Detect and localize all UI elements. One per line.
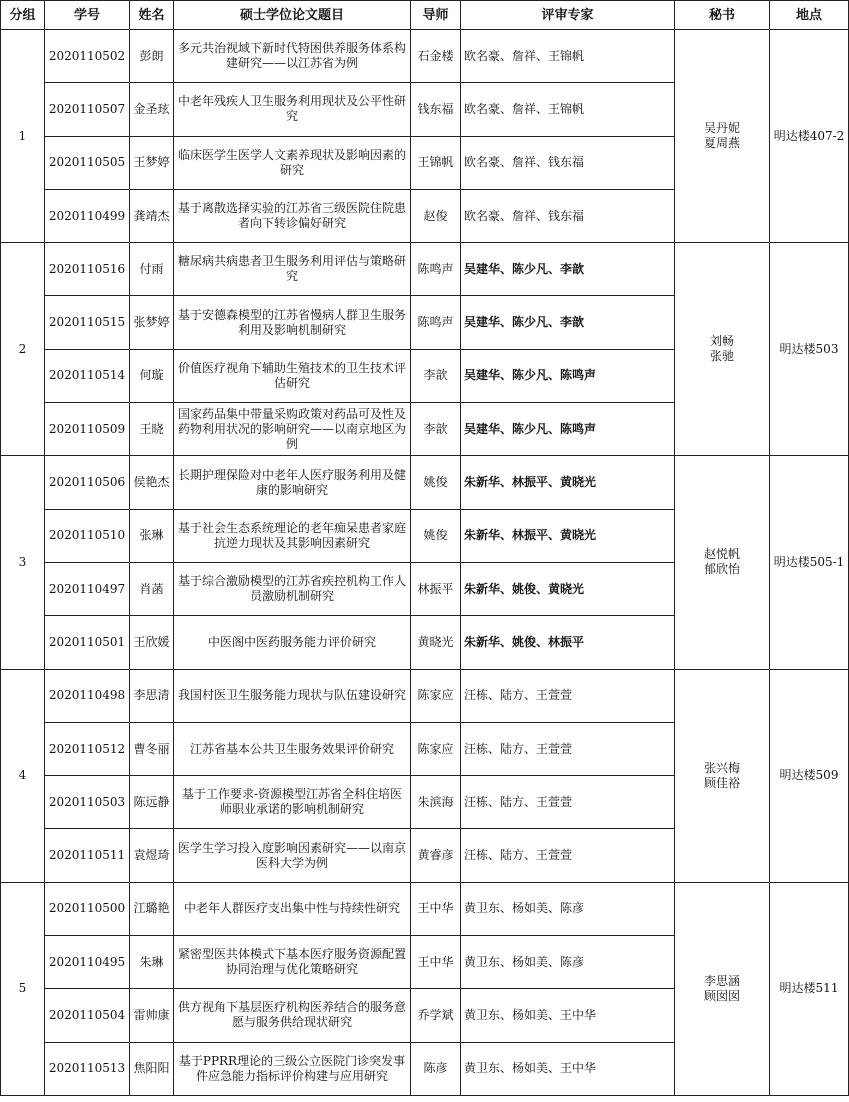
student-id: 2020110511 bbox=[45, 829, 130, 882]
review-experts: 吴建华、陈少凡、李歆 bbox=[461, 296, 675, 349]
thesis-title: 价值医疗视角下辅助生殖技术的卫生技术评估研究 bbox=[174, 349, 411, 402]
group-number: 3 bbox=[1, 456, 45, 669]
group-number: 2 bbox=[1, 243, 45, 456]
thesis-title: 临床医学生医学人文素养现状及影响因素的研究 bbox=[174, 136, 411, 189]
advisor-name: 陈家应 bbox=[411, 722, 461, 775]
thesis-title: 中老年残疾人卫生服务利用现状及公平性研究 bbox=[174, 83, 411, 136]
advisor-name: 姚俊 bbox=[411, 456, 461, 509]
thesis-title: 江苏省基本公共卫生服务效果评价研究 bbox=[174, 722, 411, 775]
review-experts: 黄卫东、杨如美、王中华 bbox=[461, 1042, 675, 1095]
advisor-name: 林振平 bbox=[411, 562, 461, 615]
student-id: 2020110503 bbox=[45, 776, 130, 829]
student-name: 朱琳 bbox=[130, 936, 174, 989]
review-experts: 朱新华、姚俊、黄晓光 bbox=[461, 562, 675, 615]
thesis-title: 国家药品集中带量采购政策对药品可及性及药物利用状况的影响研究——以南京地区为例 bbox=[174, 403, 411, 456]
thesis-title: 多元共治视域下新时代特困供养服务体系构建研究——以江苏省为例 bbox=[174, 30, 411, 83]
student-name: 张梦婷 bbox=[130, 296, 174, 349]
student-id: 2020110499 bbox=[45, 189, 130, 242]
advisor-name: 石金楼 bbox=[411, 30, 461, 83]
advisor-name: 黄晓光 bbox=[411, 616, 461, 669]
review-experts: 汪栋、陆方、王萱萱 bbox=[461, 829, 675, 882]
advisor-name: 黄睿彦 bbox=[411, 829, 461, 882]
advisor-name: 陈家应 bbox=[411, 669, 461, 722]
student-name: 袁煜琦 bbox=[130, 829, 174, 882]
student-name: 焦阳阳 bbox=[130, 1042, 174, 1095]
group-number: 5 bbox=[1, 882, 45, 1095]
student-id: 2020110498 bbox=[45, 669, 130, 722]
location-cell: 明达楼509 bbox=[770, 669, 849, 882]
review-experts: 欧名豪、詹祥、钱东福 bbox=[461, 189, 675, 242]
student-id: 2020110516 bbox=[45, 243, 130, 296]
thesis-title: 供方视角下基层医疗机构医养结合的服务意愿与服务供给现状研究 bbox=[174, 989, 411, 1042]
review-experts: 欧名豪、詹祥、王锦帆 bbox=[461, 83, 675, 136]
thesis-title: 紧密型医共体模式下基本医疗服务资源配置协同治理与优化策略研究 bbox=[174, 936, 411, 989]
review-experts: 吴建华、陈少凡、李歆 bbox=[461, 243, 675, 296]
student-id: 2020110501 bbox=[45, 616, 130, 669]
secretary-name: 李思涵 bbox=[703, 973, 740, 988]
review-experts: 汪栋、陆方、王萱萱 bbox=[461, 669, 675, 722]
advisor-name: 朱滨海 bbox=[411, 776, 461, 829]
header-student-id: 学号 bbox=[45, 1, 130, 30]
location-cell: 明达楼505-1 bbox=[770, 456, 849, 669]
secretary-name: 夏周燕 bbox=[703, 136, 740, 151]
student-name: 付雨 bbox=[130, 243, 174, 296]
group-number: 1 bbox=[1, 30, 45, 243]
location-cell: 明达楼503 bbox=[770, 243, 849, 456]
review-experts: 汪栋、陆方、王萱萱 bbox=[461, 722, 675, 775]
thesis-title: 基于PPRR理论的三级公立医院门诊突发事件应急能力指标评价构建与应用研究 bbox=[174, 1042, 411, 1095]
secretary-name: 郁欣怡 bbox=[703, 562, 740, 577]
student-id: 2020110495 bbox=[45, 936, 130, 989]
student-name: 何璇 bbox=[130, 349, 174, 402]
student-id: 2020110506 bbox=[45, 456, 130, 509]
student-name: 陈远静 bbox=[130, 776, 174, 829]
header-thesis-title: 硕士学位论文题目 bbox=[174, 1, 411, 30]
student-name: 李思清 bbox=[130, 669, 174, 722]
thesis-title: 基于安德森模型的江苏省慢病人群卫生服务利用及影响机制研究 bbox=[174, 296, 411, 349]
advisor-name: 赵俊 bbox=[411, 189, 461, 242]
student-id: 2020110507 bbox=[45, 83, 130, 136]
review-experts: 吴建华、陈少凡、陈鸣声 bbox=[461, 349, 675, 402]
review-experts: 朱新华、林振平、黄晓光 bbox=[461, 456, 675, 509]
header-secretary: 秘书 bbox=[675, 1, 770, 30]
advisor-name: 陈彦 bbox=[411, 1042, 461, 1095]
secretary-name: 刘畅 bbox=[709, 334, 734, 349]
review-experts: 欧名豪、詹祥、王锦帆 bbox=[461, 30, 675, 83]
advisor-name: 王中华 bbox=[411, 936, 461, 989]
secretary-cell bbox=[675, 669, 770, 882]
review-experts: 朱新华、林振平、黄晓光 bbox=[461, 509, 675, 562]
review-experts: 欧名豪、詹祥、钱东福 bbox=[461, 136, 675, 189]
table-body bbox=[1, 30, 849, 1096]
secretary-name: 顾囡囡 bbox=[703, 988, 740, 1003]
advisor-name: 陈鸣声 bbox=[411, 296, 461, 349]
student-name: 王欣媛 bbox=[130, 616, 174, 669]
table-row bbox=[1, 882, 849, 935]
student-name: 江璐艳 bbox=[130, 882, 174, 935]
secretary-cell bbox=[675, 456, 770, 669]
header-experts: 评审专家 bbox=[461, 1, 675, 30]
location-cell: 明达楼511 bbox=[770, 882, 849, 1095]
table-row bbox=[1, 243, 849, 296]
advisor-name: 李歆 bbox=[411, 349, 461, 402]
header-advisor: 导师 bbox=[411, 1, 461, 30]
header-row bbox=[1, 1, 849, 30]
table-row bbox=[1, 669, 849, 722]
thesis-title: 中老年人群医疗支出集中性与持续性研究 bbox=[174, 882, 411, 935]
secretary-name: 张兴梅 bbox=[703, 760, 740, 775]
thesis-title: 我国村医卫生服务能力现状与队伍建设研究 bbox=[174, 669, 411, 722]
student-id: 2020110505 bbox=[45, 136, 130, 189]
student-id: 2020110500 bbox=[45, 882, 130, 935]
secretary-name: 张驰 bbox=[709, 349, 734, 364]
student-id: 2020110512 bbox=[45, 722, 130, 775]
student-name: 彭朗 bbox=[130, 30, 174, 83]
student-name: 金圣玹 bbox=[130, 83, 174, 136]
secretary-name: 顾佳裕 bbox=[703, 775, 740, 790]
student-name: 王晓 bbox=[130, 403, 174, 456]
student-name: 肖菡 bbox=[130, 562, 174, 615]
student-id: 2020110497 bbox=[45, 562, 130, 615]
student-id: 2020110513 bbox=[45, 1042, 130, 1095]
secretary-name: 赵悦帆 bbox=[703, 547, 740, 562]
thesis-title: 长期护理保险对中老年人医疗服务利用及健康的影响研究 bbox=[174, 456, 411, 509]
advisor-name: 陈鸣声 bbox=[411, 243, 461, 296]
review-experts: 朱新华、姚俊、林振平 bbox=[461, 616, 675, 669]
student-id: 2020110502 bbox=[45, 30, 130, 83]
student-id: 2020110510 bbox=[45, 509, 130, 562]
secretary-cell bbox=[675, 882, 770, 1095]
advisor-name: 乔学斌 bbox=[411, 989, 461, 1042]
student-id: 2020110515 bbox=[45, 296, 130, 349]
thesis-title: 基于综合激励模型的江苏省疾控机构工作人员激励机制研究 bbox=[174, 562, 411, 615]
secretary-cell bbox=[675, 243, 770, 456]
review-experts: 黄卫东、杨如美、陈彦 bbox=[461, 936, 675, 989]
group-number: 4 bbox=[1, 669, 45, 882]
thesis-title: 基于离散选择实验的江苏省三级医院住院患者向下转诊偏好研究 bbox=[174, 189, 411, 242]
table-row bbox=[1, 30, 849, 83]
thesis-title: 基于社会生态系统理论的老年痴呆患者家庭抗逆力现状及其影响因素研究 bbox=[174, 509, 411, 562]
review-experts: 黄卫东、杨如美、陈彦 bbox=[461, 882, 675, 935]
advisor-name: 钱东福 bbox=[411, 83, 461, 136]
thesis-title: 医学生学习投入度影响因素研究——以南京医科大学为例 bbox=[174, 829, 411, 882]
secretary-name: 吴丹妮 bbox=[703, 121, 740, 136]
thesis-title: 基于工作要求-资源模型江苏省全科住培医师职业承诺的影响机制研究 bbox=[174, 776, 411, 829]
student-name: 张琳 bbox=[130, 509, 174, 562]
student-id: 2020110504 bbox=[45, 989, 130, 1042]
review-experts: 吴建华、陈少凡、陈鸣声 bbox=[461, 403, 675, 456]
header-name: 姓名 bbox=[130, 1, 174, 30]
advisor-name: 王中华 bbox=[411, 882, 461, 935]
student-name: 雷帅康 bbox=[130, 989, 174, 1042]
student-name: 侯艳杰 bbox=[130, 456, 174, 509]
header-location: 地点 bbox=[770, 1, 849, 30]
review-experts: 汪栋、陆方、王萱萱 bbox=[461, 776, 675, 829]
table-row bbox=[1, 456, 849, 509]
student-id: 2020110514 bbox=[45, 349, 130, 402]
header-group: 分组 bbox=[1, 1, 45, 30]
advisor-name: 王锦帆 bbox=[411, 136, 461, 189]
secretary-cell bbox=[675, 30, 770, 243]
location-cell: 明达楼407-2 bbox=[770, 30, 849, 243]
student-name: 曹冬丽 bbox=[130, 722, 174, 775]
student-name: 龚靖杰 bbox=[130, 189, 174, 242]
student-name: 王梦婷 bbox=[130, 136, 174, 189]
student-id: 2020110509 bbox=[45, 403, 130, 456]
review-experts: 黄卫东、杨如美、王中华 bbox=[461, 989, 675, 1042]
advisor-name: 姚俊 bbox=[411, 509, 461, 562]
thesis-title: 糖尿病共病患者卫生服务利用评估与策略研究 bbox=[174, 243, 411, 296]
advisor-name: 李歆 bbox=[411, 403, 461, 456]
thesis-title: 中医阁中医药服务能力评价研究 bbox=[174, 616, 411, 669]
